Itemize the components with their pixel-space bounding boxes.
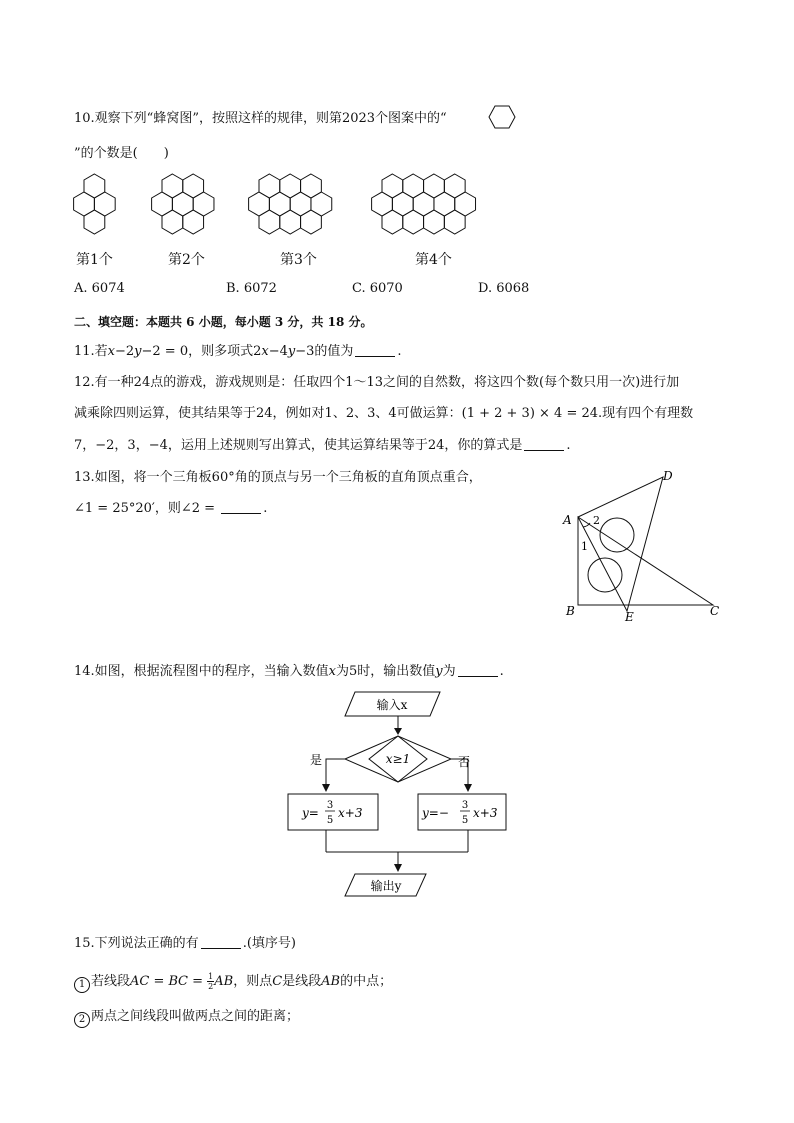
honeycomb-cell: [301, 174, 322, 198]
left-formula-suffix: x+3: [338, 806, 363, 820]
item-number-2: 2: [74, 1012, 90, 1028]
condition-label: x≥1: [385, 752, 411, 766]
angle-2-label: 2: [593, 514, 600, 527]
q15-item-2: 2 两点之间线段叫做两点之间的距离；: [74, 1008, 299, 1028]
honeycomb-cell: [382, 210, 403, 234]
no-label: 否: [458, 755, 471, 769]
honeycomb-cell: [372, 192, 393, 216]
honeycomb-cell: [259, 210, 280, 234]
honeycomb-cell: [444, 174, 465, 198]
honeycomb-cell: [301, 210, 322, 234]
right-frac-den: 5: [461, 815, 469, 826]
honeycomb-cell: [424, 210, 445, 234]
option-c: C. 6070: [352, 281, 403, 296]
q12-line1: 12.有一种24点的游戏，游戏规则是：任取四个1～13之间的自然数，将这四个数(每个数只用一次)进行加: [74, 375, 680, 390]
q15: 15.下列说法正确的有 .(填序号): [74, 936, 296, 951]
label-a: A: [563, 513, 572, 527]
honeycomb-cell: [403, 210, 424, 234]
q10-line1: 10.观察下列“蜂窝图”，按照这样的规律，则第2023个图案中的“: [74, 111, 447, 126]
left-formula-prefix: y=: [302, 806, 319, 820]
right-formula-suffix: x+3: [473, 806, 498, 820]
option-a: A. 6074: [74, 281, 125, 296]
honeycomb-cell: [183, 174, 204, 198]
honeycomb-cell: [444, 210, 465, 234]
honeycomb-cell: [84, 210, 105, 234]
answer-blank: [524, 437, 564, 451]
angle-1-label: 1: [581, 540, 588, 553]
honeycomb-cell: [280, 174, 301, 198]
right-formula-prefix: y=−: [422, 806, 449, 820]
label-d: D: [663, 469, 673, 483]
input-label: 输入x: [376, 698, 408, 712]
q11: 11.若𝑥−2𝑦−2 = 0，则多项式2𝑥−4𝑦−3的值为 .: [74, 344, 402, 359]
honeycomb-cell: [152, 192, 173, 216]
honeycomb-cell: [290, 192, 311, 216]
honeycomb-cell: [280, 210, 301, 234]
answer-blank: [458, 663, 498, 677]
q12-line2: 减乘除四则运算，使其结果等于24，例如对1、2、3、4可做运算：(1 + 2 + 3) × 4 = 24.现有四个有理数: [74, 406, 694, 421]
honeycomb-cell: [249, 192, 270, 216]
honeycomb-cell: [311, 192, 332, 216]
option-b: B. 6072: [226, 281, 277, 296]
label-e: E: [625, 610, 634, 624]
flowchart: [280, 688, 520, 903]
section-heading: 二、填空题：本题共 6 小题，每小题 3 分，共 18 分。: [74, 315, 373, 329]
honeycomb-cell: [259, 174, 280, 198]
hexagon-icon: [488, 104, 516, 130]
q12-line3: 7，−2，3，−4，运用上述规则写出算式，使其运算结果等于24，你的算式是 .: [74, 438, 571, 453]
figure-label-3: 第3个: [280, 252, 317, 268]
figure-label-1: 第1个: [76, 252, 113, 268]
q15-item-1: 1 若线段𝐴𝐶 = 𝐵𝐶 = $\frac{1}{2}$ 𝐴𝐵，则点𝐶是线段𝐴𝐵的中点；: [74, 972, 392, 993]
triangle-figure: [555, 465, 735, 625]
figure-label-2: 第2个: [168, 252, 205, 268]
honeycomb-cell: [162, 210, 183, 234]
honeycomb-cell: [434, 192, 455, 216]
honeycomb-cell: [382, 174, 403, 198]
honeycomb-cell: [172, 192, 193, 216]
left-frac-den: 5: [326, 815, 334, 826]
answer-blank: [201, 935, 241, 949]
honeycomb-cell: [403, 174, 424, 198]
output-label: 输出y: [370, 879, 402, 893]
honeycomb-cell: [413, 192, 434, 216]
label-c: C: [710, 604, 720, 618]
q13-line1: 13.如图，将一个三角板60°角的顶点与另一个三角板的直角顶点重合，: [74, 470, 482, 485]
label-b: B: [566, 604, 575, 618]
answer-blank: [355, 343, 395, 357]
figure-label-4: 第4个: [415, 252, 452, 268]
honeycomb-cell: [84, 174, 105, 198]
honeycomb-cell: [94, 192, 115, 216]
honeycomb-cell: [162, 174, 183, 198]
honeycomb-cell: [392, 192, 413, 216]
honeycomb-figures: [60, 170, 510, 250]
q13-line2: ∠1 = 25°20′，则∠2 = .: [74, 501, 268, 516]
left-frac-num: 3: [326, 800, 334, 811]
q14: 14.如图，根据流程图中的程序，当输入数值𝑥为5时，输出数值𝑦为 .: [74, 664, 504, 679]
honeycomb-cell: [269, 192, 290, 216]
honeycomb-cell: [424, 174, 445, 198]
q10-line2: ”的个数是( ): [74, 146, 169, 161]
item-number-1: 1: [74, 977, 90, 993]
honeycomb-cell: [183, 210, 204, 234]
option-d: D. 6068: [478, 281, 530, 296]
fraction-half: $\frac{1}{2}$: [208, 972, 214, 991]
honeycomb-cell: [74, 192, 95, 216]
yes-label: 是: [310, 753, 323, 767]
honeycomb-cell: [193, 192, 214, 216]
honeycomb-cell: [455, 192, 476, 216]
right-frac-num: 3: [461, 800, 469, 811]
answer-blank: [221, 500, 261, 514]
